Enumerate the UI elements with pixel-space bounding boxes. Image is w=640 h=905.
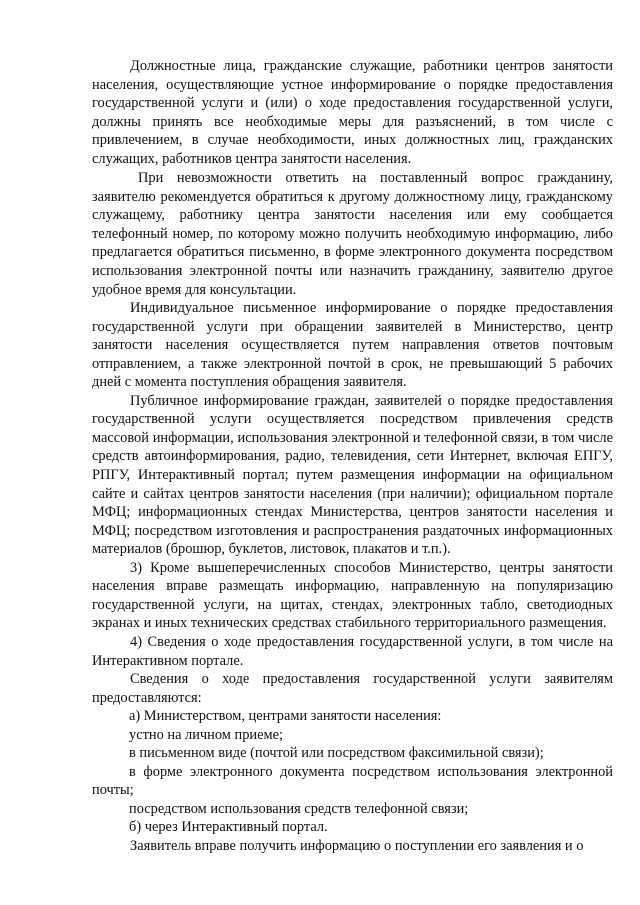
paragraph-item-4: 4) Сведения о ходе предоставления государственной услуги, в том числе на Интерактивном портале. xyxy=(92,633,613,669)
paragraph-officials-informing: Должностные лица, гражданские служащие, работники центров занятости населения, осуществляющие устное информирование о порядке предоставления государственной услуги и (или) о ходе предоставления государственной услуги, должны принять все необходимые меры для разъяснений, в том числе с привлечением, в случае необходимости, иных должностных лиц, гражданских служащих, работников центра занятости населения. xyxy=(92,58,613,167)
paragraph-public-informing: Публичное информирование граждан, заявителей о порядке предоставления государственной услуги осуществляется посредством привлечения средств массовой информации, использования электронной и телефонной связи, в том числе средств автоинформирования, радио, телевидения, сети Интернет, включая ЕПГУ, РПГУ, Интерактивный портал; путем размещения информации на официальном сайте и сайтах центров занятости населения (при наличии); официальном портале МФЦ; информационных стендах Министерства, центров занятости населения и МФЦ; посредством изготовления и распространения раздаточных информационных материалов (брошюр, буклетов, листовок, плакатов и т.п.). xyxy=(92,392,613,558)
list-item-in-person: устно на личном приеме; xyxy=(129,726,283,743)
list-item-electronic: в форме электронного документа посредством использования электронной почты; xyxy=(92,763,613,799)
paragraph-written-informing: Индивидуальное письменное информирование о порядке предоставления государственной услуги при обращении заявителей в Министерство, центр занятости населения осуществляется путем направления ответов почтовым отправлением, а также электронной почтой в срок, не превышающий 5 рабочих дней с момента поступления обращения заявителя. xyxy=(92,300,613,391)
list-item-b: б) через Интерактивный портал. xyxy=(129,819,328,836)
list-item-written: в письменном виде (почтой или посредством факсимильной связи); xyxy=(129,745,544,762)
paragraph-unable-to-answer: При невозможности ответить на поставленный вопрос гражданину, заявителю рекомендуется обратиться к другому должностному лицу, гражданскому служащему, работнику центра занятости населения или ему сообщается телефонный номер, по которому можно получить необходимую информацию, либо предлагается обратиться письменно, в форме электронного документа посредством использования электронной почты или назначить гражданину, заявителю другое удобное время для консультации. xyxy=(92,170,613,298)
paragraph-item-3: 3) Кроме вышеперечисленных способов Министерство, центры занятости населения вправе размещать информацию, направленную на популяризацию государственной услуги, на щитах, стендах, электронных табло, светодиодных экранах и иных технических средствах стабильного территориального размещения. xyxy=(92,559,613,632)
paragraph-applicant-right: Заявитель вправе получить информацию о поступлении его заявления и о xyxy=(130,837,584,854)
list-item-a: а) Министерством, центрами занятости населения: xyxy=(129,708,442,725)
paragraph-progress-info: Сведения о ходе предоставления государственной услуги заявителям предоставляются: xyxy=(92,671,613,706)
list-item-phone: посредством использования средств телефонной связи; xyxy=(129,800,469,817)
